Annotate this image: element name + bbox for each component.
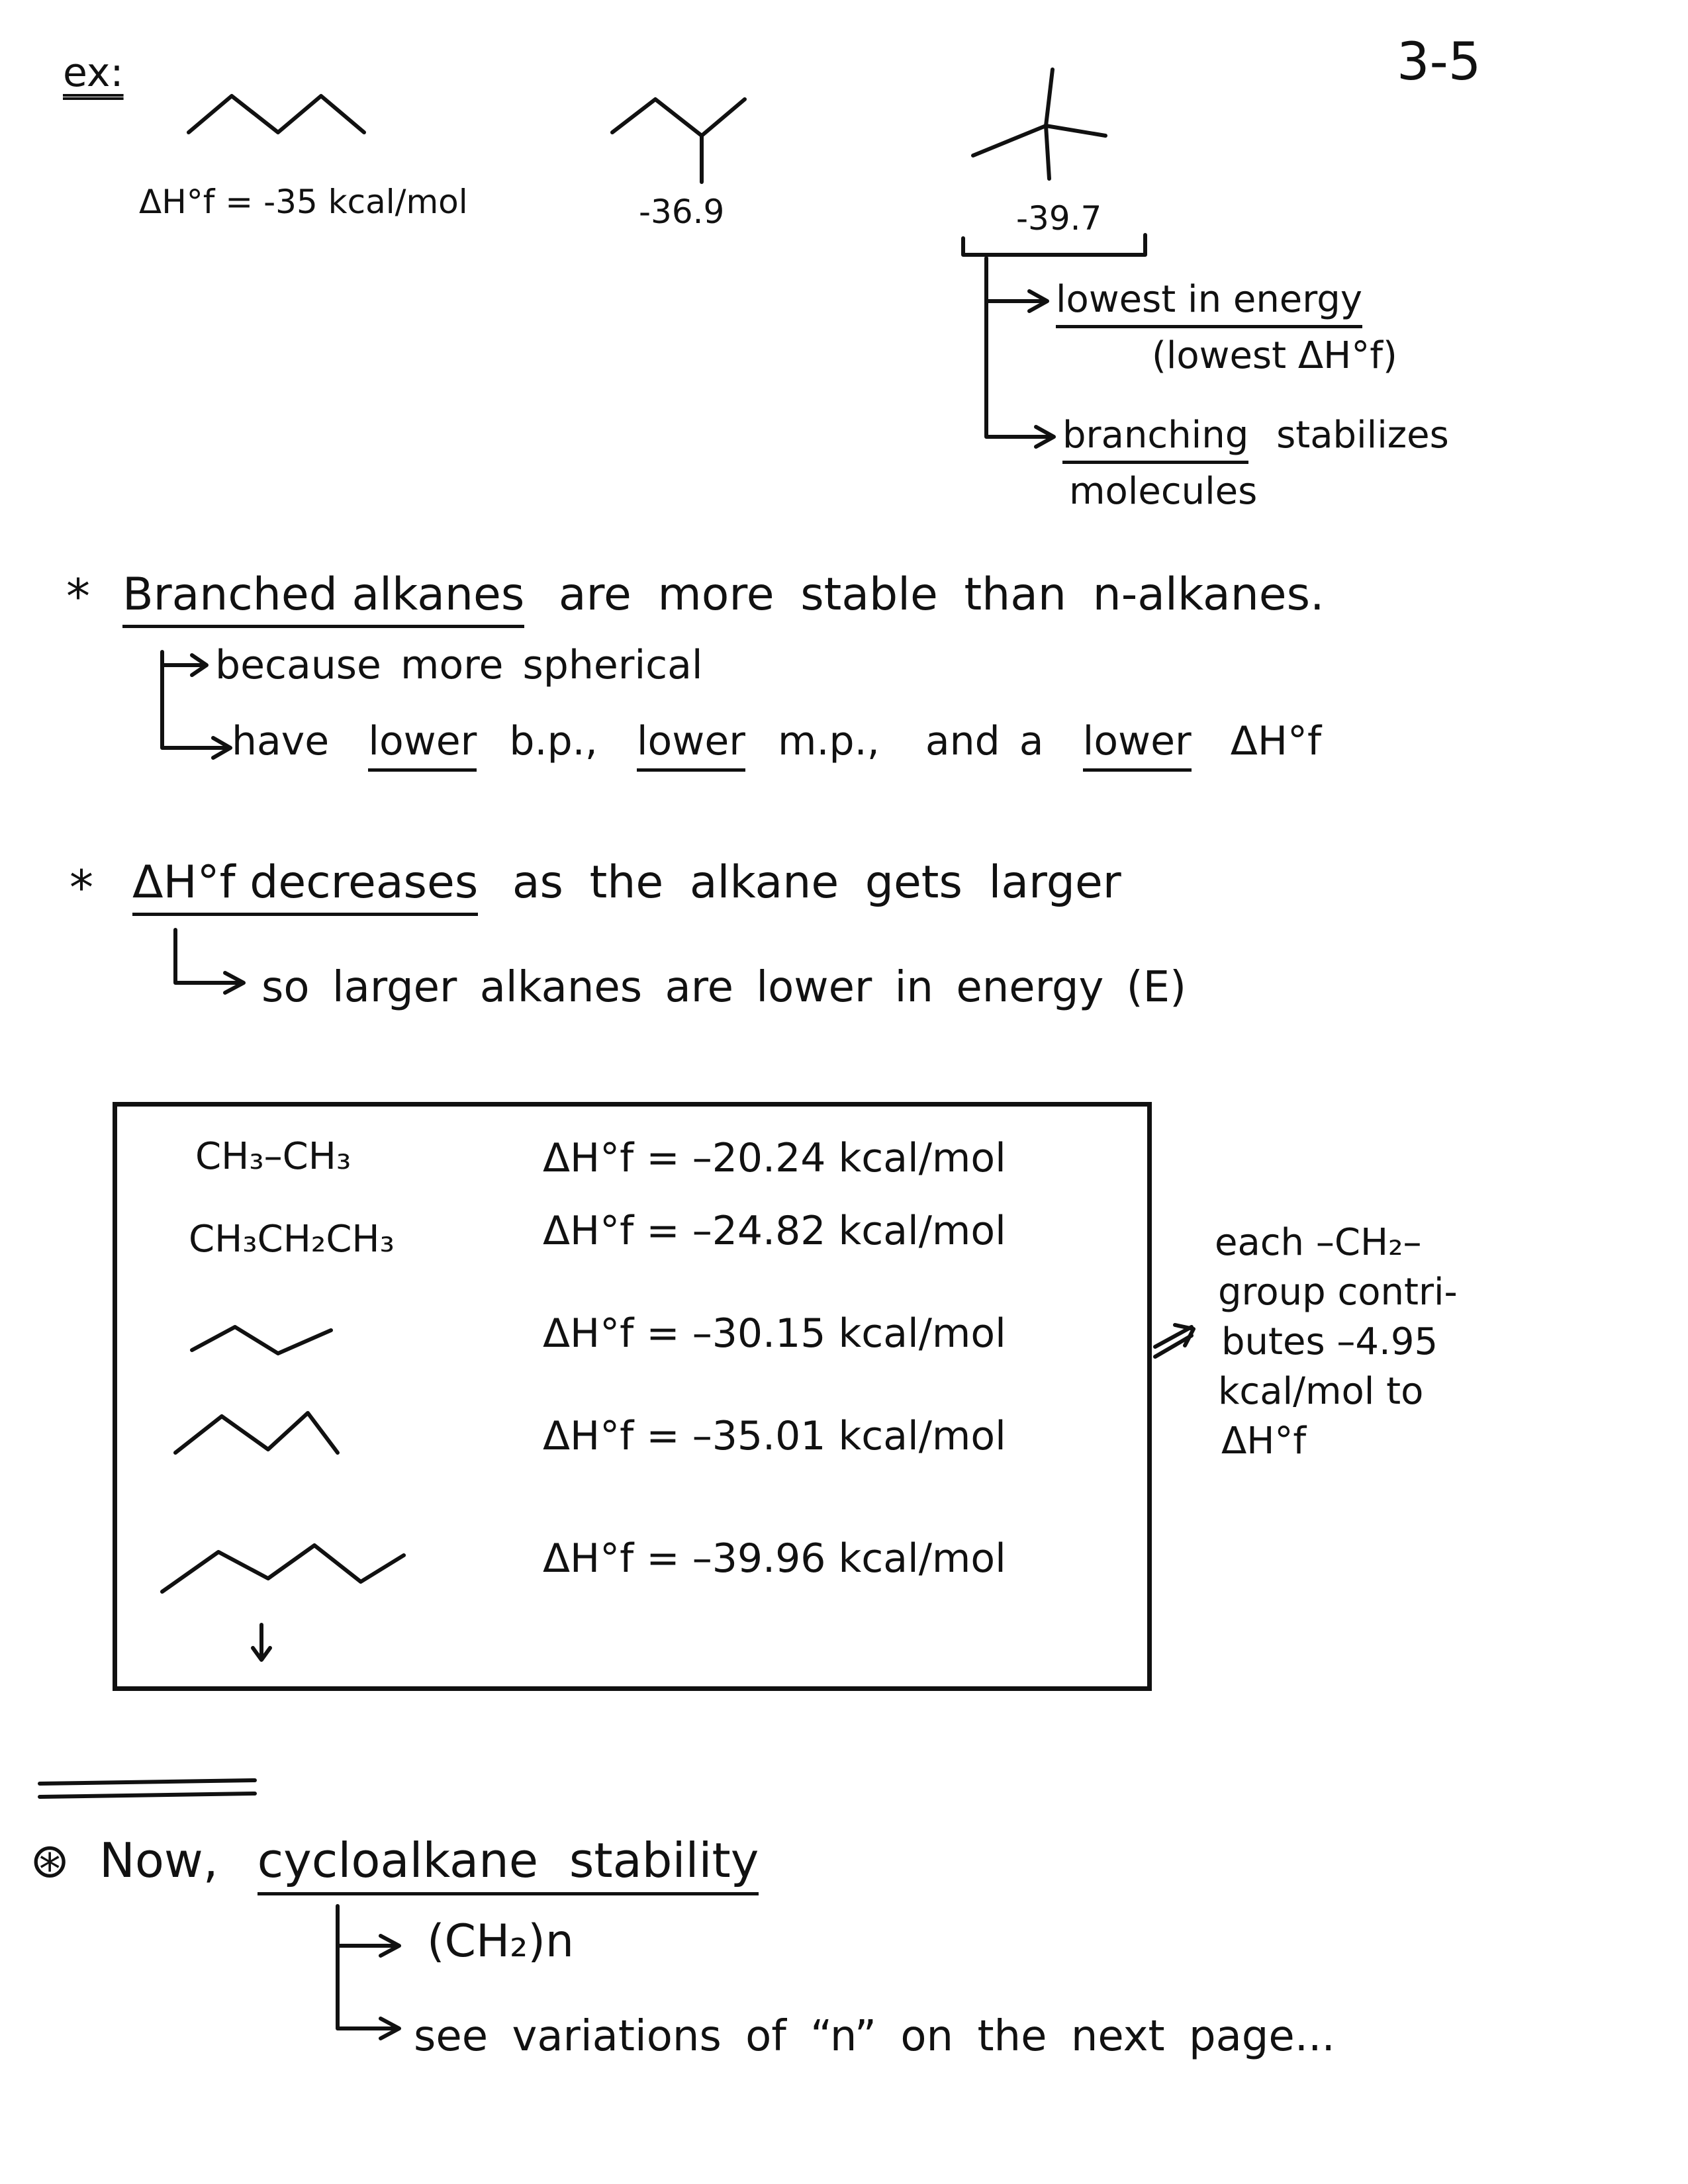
page-number: 3-5 bbox=[1397, 32, 1481, 92]
point1-star: * bbox=[66, 569, 90, 624]
point2-statement: ΔH°f decreases as the alkane gets larger bbox=[132, 860, 1121, 905]
table-row-molecule: CH₃–CH₃ bbox=[195, 1135, 352, 1178]
table-row-value: ΔH°f = –39.96 kcal/mol bbox=[543, 1535, 1006, 1582]
side-note-line: butes –4.95 bbox=[1221, 1320, 1438, 1363]
cyclo-heading: Now, cycloalkane stability bbox=[99, 1837, 759, 1884]
reason-spherical: because more spherical bbox=[215, 642, 703, 688]
side-note-line: group contri- bbox=[1218, 1271, 1458, 1314]
table-row-value: ΔH°f = –30.15 kcal/mol bbox=[543, 1310, 1006, 1357]
cyclo-formula: (CH₂)n bbox=[427, 1915, 575, 1968]
point2-star: * bbox=[70, 860, 93, 915]
side-note-line: ΔH°f bbox=[1221, 1420, 1307, 1463]
dhf-decreases: ΔH°f decreases bbox=[132, 856, 478, 916]
cycloalkane-stability: cycloalkane stability bbox=[258, 1833, 759, 1895]
ex-label: ex: bbox=[63, 50, 124, 96]
n-pentane-dhf: ΔH°f = -35 kcal/mol bbox=[139, 183, 468, 221]
note-molecules: molecules bbox=[1069, 470, 1258, 513]
reason-lower-properties: have lower b.p., lower m.p., and a lower ΔH°f bbox=[232, 721, 1321, 761]
note-branching: branching stabilizes bbox=[1062, 417, 1449, 454]
cyclo-star: ⊛ bbox=[30, 1833, 70, 1888]
isopentane-dhf: -36.9 bbox=[639, 193, 725, 231]
table-row-value: ΔH°f = –35.01 kcal/mol bbox=[543, 1413, 1006, 1459]
note-lowest-energy: lowest in energy bbox=[1056, 281, 1362, 318]
side-note-line: each –CH₂– bbox=[1215, 1221, 1422, 1264]
table-row-molecule: CH₃CH₂CH₃ bbox=[189, 1218, 395, 1261]
table-row-value: ΔH°f = –24.82 kcal/mol bbox=[543, 1208, 1006, 1254]
point1-statement: Branched alkanes are more stable than n-alkanes. bbox=[122, 572, 1325, 617]
cyclo-see-next: see variations of “n” on the next page... bbox=[414, 2012, 1335, 2061]
branched-alkanes: Branched alkanes bbox=[122, 569, 524, 628]
point2-consequence: so larger alkanes are lower in energy (E) bbox=[261, 963, 1187, 1012]
neopentane-dhf: -39.7 bbox=[1016, 199, 1102, 238]
table-row-value: ΔH°f = –20.24 kcal/mol bbox=[543, 1135, 1006, 1181]
note-lowest-dhf: (lowest ΔH°f) bbox=[1152, 334, 1397, 377]
side-note-line: kcal/mol to bbox=[1218, 1370, 1424, 1413]
